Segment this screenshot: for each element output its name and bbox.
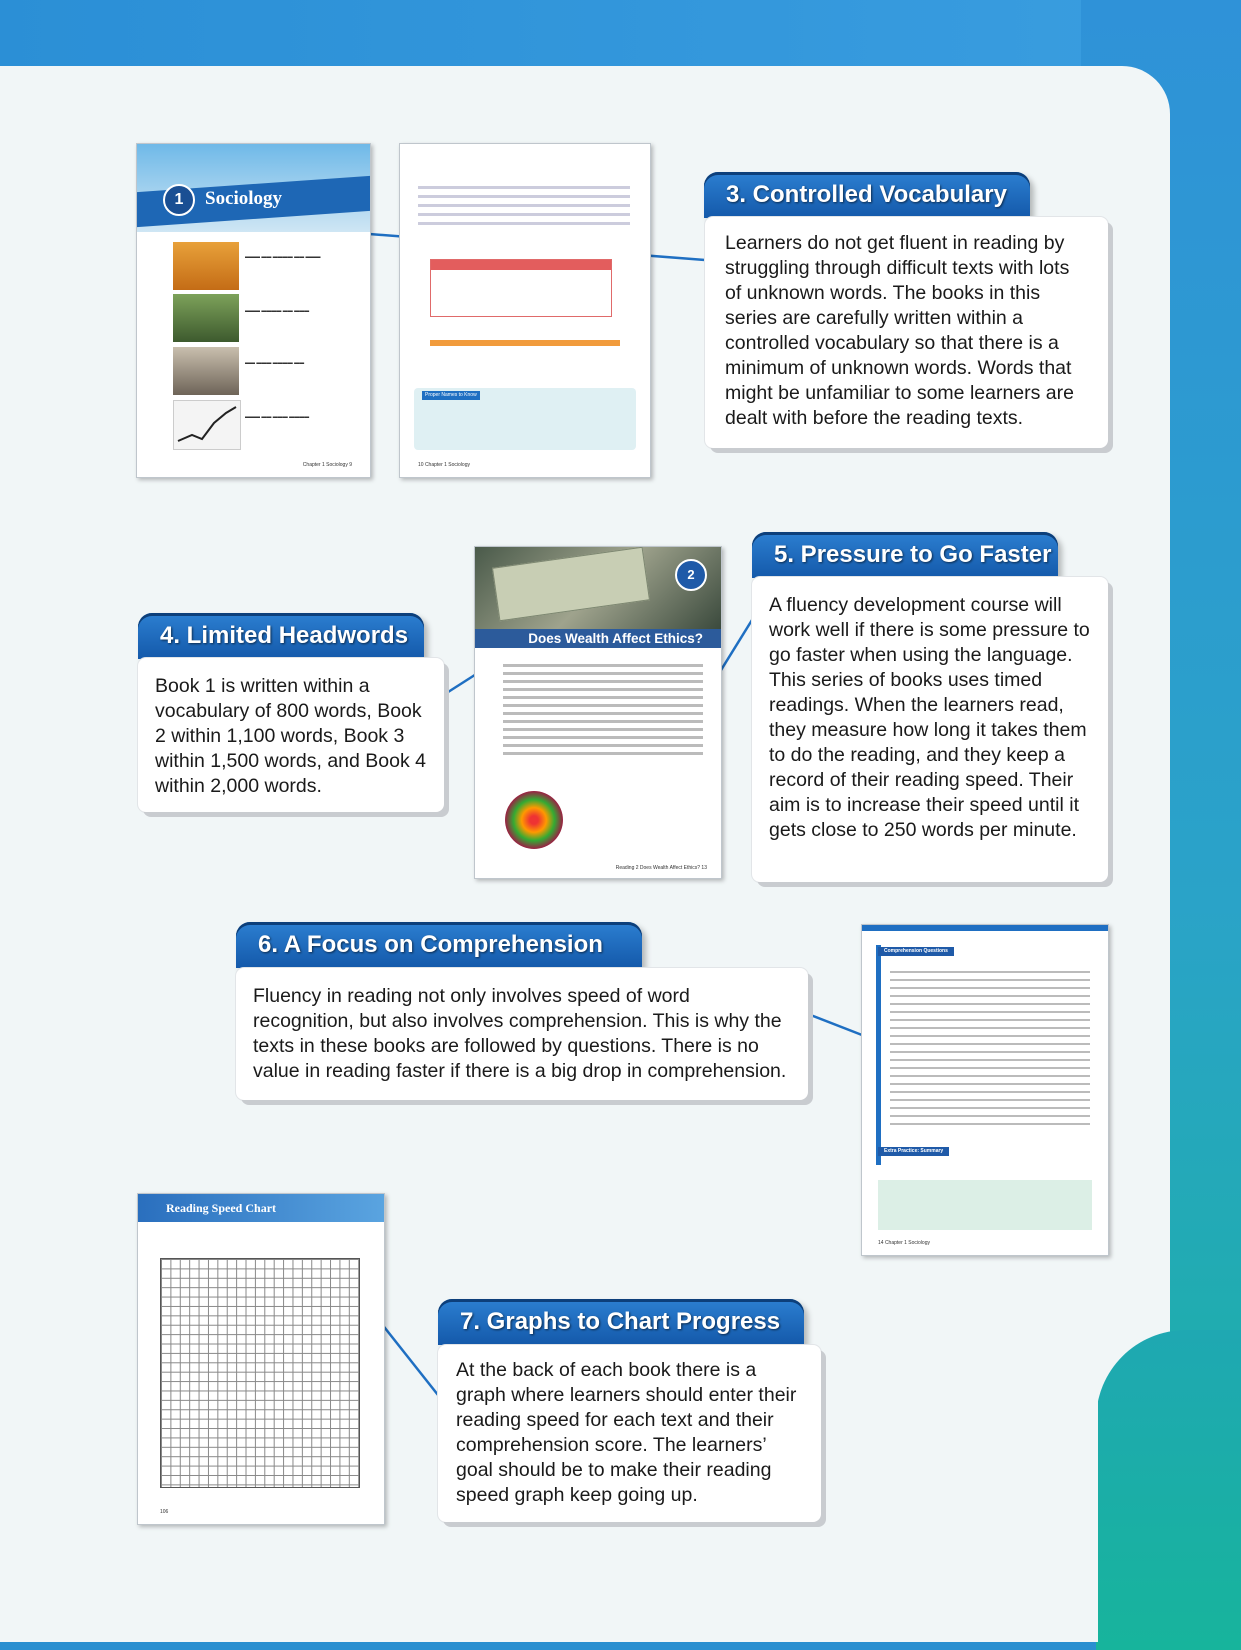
proper-names-title: Proper Names to Know bbox=[422, 391, 480, 400]
heading-controlled-vocabulary: 3. Controlled Vocabulary bbox=[704, 172, 1030, 218]
heading-limited-headwords: 4. Limited Headwords bbox=[138, 613, 424, 659]
proper-names-box bbox=[414, 388, 636, 450]
word-parts-table bbox=[430, 340, 620, 380]
heading-pressure-faster: 5. Pressure to Go Faster bbox=[752, 532, 1058, 578]
page-footer: Chapter 1 Sociology 9 bbox=[302, 462, 352, 468]
sociology-page-left: 1 Sociology ▬▬▬ ▬▬ ▬▬▬▬ ▬▬ ▬▬▬ ▬▬▬ ▬▬▬▬ ▬▬ ▬▬▬ ▬▬ ▬▬▬ ▬▬▬▬ ▬▬ ▬▬▬ ▬▬ ▬▬▬ ▬▬▬▬ Chapter 1 Sociology 9 bbox=[136, 143, 371, 478]
wealth-footer: Reading 2 Does Wealth Affect Ethics? 13 bbox=[615, 865, 707, 871]
advantages-table bbox=[430, 259, 612, 317]
chapter-number-badge: 1 bbox=[163, 184, 195, 216]
comprehension-page bbox=[861, 924, 1109, 1256]
wedding-photo bbox=[173, 347, 239, 395]
text-controlled-vocabulary: Learners do not get fluent in reading by struggling through difficult texts with lots of unknown words. The books in this series are carefully written within a controlled vocabulary so that there is a minimum of unknown words. Words that might be unfamiliar to some learners are dealt with before the reading texts. bbox=[705, 217, 1108, 448]
page-footer-right: 10 Chapter 1 Sociology bbox=[418, 462, 470, 468]
sociology-page-right bbox=[399, 143, 651, 478]
population-graph bbox=[173, 400, 241, 450]
reading-title: Does Wealth Affect Ethics? bbox=[475, 629, 721, 648]
desert-photo bbox=[173, 242, 239, 290]
candy-bowl-photo bbox=[505, 791, 563, 849]
speed-chart-title: Reading Speed Chart bbox=[138, 1194, 384, 1222]
speed-chart-page bbox=[137, 1193, 385, 1525]
sociology-banner bbox=[137, 144, 370, 232]
text-limited-headwords: Book 1 is written within a vocabulary of 800 words, Book 2 within 1,100 words, Book 3 within 1,500 words, and Book 4 within 2,000 words. bbox=[138, 658, 444, 812]
text-pressure-faster: A fluency development course will work well if there is some pressure to go faster when using the language. This series of books uses timed readings. When the learners read, they measure how long it takes them to do the reading, and they keep a record of their reading speed. Their aim is to increase their speed until it gets close to 250 words per minute. bbox=[752, 577, 1108, 882]
chapter-title: Sociology bbox=[205, 188, 283, 209]
text-focus-comprehension: Fluency in reading not only involves speed of word recognition, but also involves comprehension. This is why the texts in these books are followed by questions. There is no value in reading faster if there is a big drop in comprehension. bbox=[236, 968, 808, 1100]
dollar-photo bbox=[475, 547, 721, 629]
heading-graphs-progress: 7. Graphs to Chart Progress bbox=[438, 1299, 804, 1345]
summary-box bbox=[878, 1180, 1092, 1230]
comprehension-title: Comprehension Questions bbox=[878, 947, 954, 956]
comprehension-footer: 14 Chapter 1 Sociology bbox=[878, 1240, 930, 1246]
speed-chart-grid bbox=[160, 1258, 360, 1488]
extra-practice-title: Extra Practice: Summary bbox=[878, 1147, 949, 1156]
treehouse-photo bbox=[173, 294, 239, 342]
heading-focus-comprehension: 6. A Focus on Comprehension bbox=[236, 922, 642, 968]
speed-chart-footer: 106 bbox=[160, 1509, 169, 1515]
question-list bbox=[418, 180, 630, 238]
wealth-page bbox=[474, 546, 722, 879]
text-graphs-progress: At the back of each book there is a graph where learners should enter their reading speed for each text and their comprehension score. The learners’ goal should be to make their reading speed graph keep going up. bbox=[438, 1345, 821, 1522]
reading-number-badge: 2 bbox=[675, 559, 707, 591]
